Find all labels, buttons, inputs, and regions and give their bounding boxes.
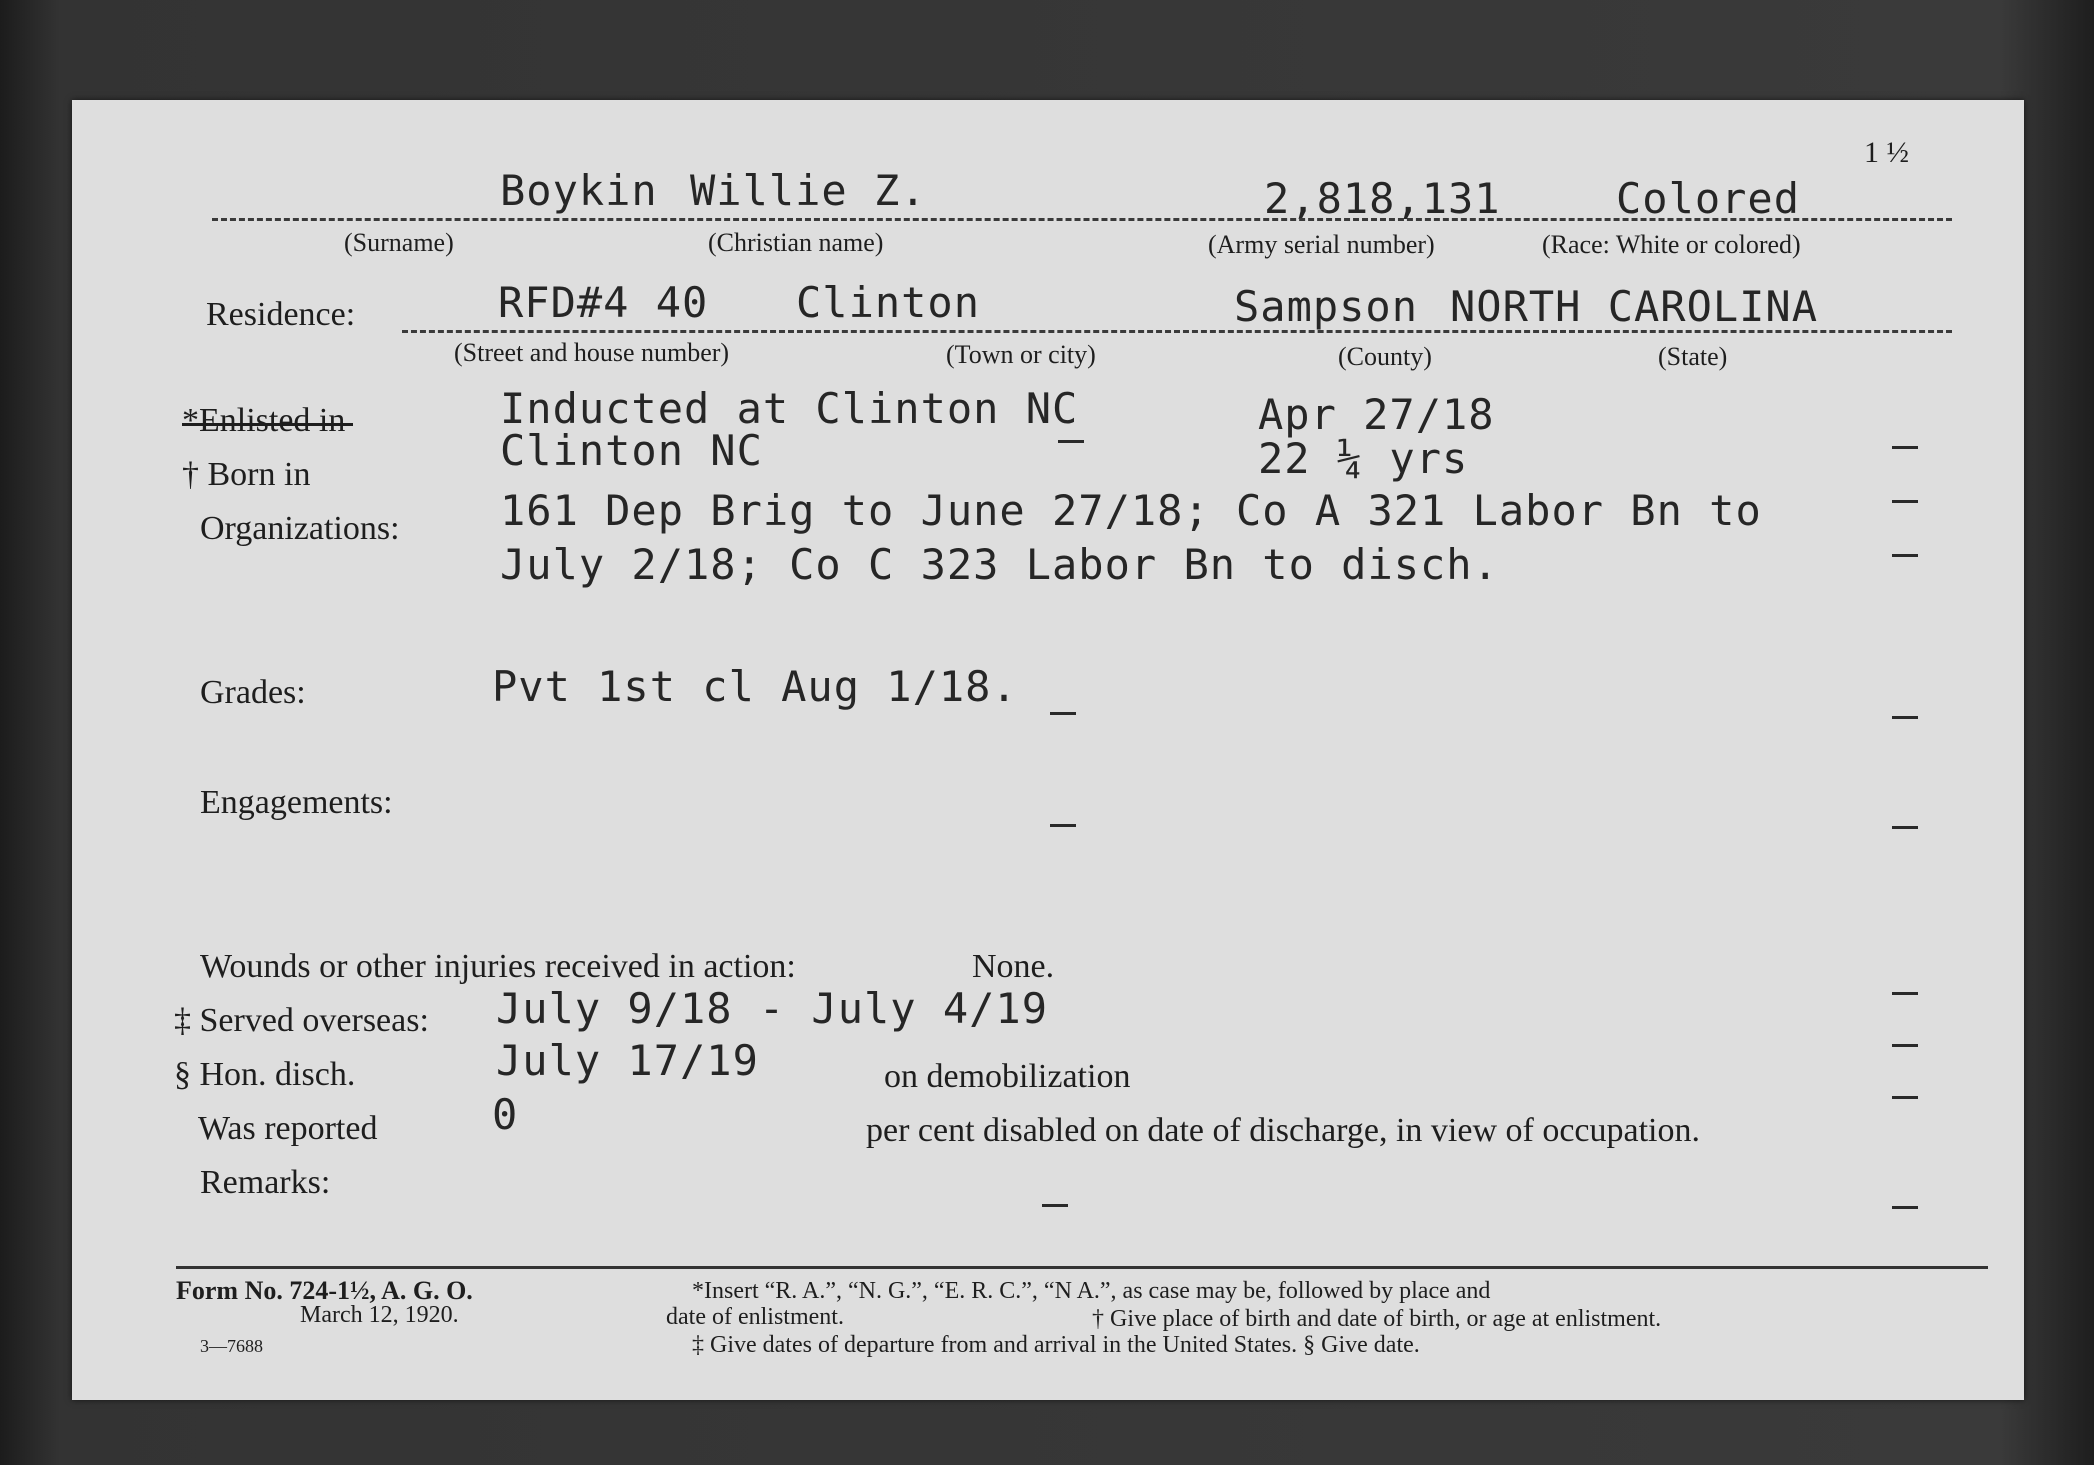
discharge-value: July 17/19 (496, 1036, 759, 1085)
race-value: Colored (1616, 174, 1801, 223)
dash-mark (1892, 716, 1918, 719)
footer-rule (176, 1266, 1988, 1269)
enlisted-label: *Enlisted in (182, 402, 346, 439)
christian-name-caption: (Christian name) (708, 228, 884, 257)
dash-mark (1892, 826, 1918, 829)
discharge-suffix: on demobilization (884, 1058, 1131, 1095)
footnote-insert: *Insert “R. A.”, “N. G.”, “E. R. C.”, “N A.”, as case may be, followed by place and (692, 1278, 1491, 1304)
christian-name-value: Willie Z. (690, 166, 927, 215)
dash-mark (1892, 992, 1918, 995)
print-code: 3—7688 (200, 1336, 263, 1356)
organizations-line-2: July 2/18; Co C 323 Labor Bn to disch. (500, 540, 1499, 589)
street-value: RFD#4 40 (498, 278, 709, 327)
surname-value: Boykin (500, 166, 658, 215)
footnote-enlistment: date of enlistment. (666, 1304, 844, 1330)
reported-value: 0 (492, 1090, 519, 1139)
service-record-card (72, 100, 2024, 1400)
form-date: March 12, 1920. (300, 1302, 459, 1328)
enlisted-date: Apr 27/18 (1258, 390, 1495, 439)
county-caption: (County) (1338, 342, 1432, 371)
engagements-label: Engagements: (200, 784, 393, 821)
dash-mark (1892, 446, 1918, 449)
discharge-label: § Hon. disch. (174, 1056, 356, 1093)
born-label: † Born in (182, 456, 311, 493)
born-value: Clinton NC (500, 426, 763, 475)
form-number: Form No. 724-1½, A. G. O. (176, 1276, 473, 1305)
reported-suffix: per cent disabled on date of discharge, in view of occupation. (866, 1112, 1700, 1149)
overseas-label: ‡ Served overseas: (174, 1002, 429, 1039)
surname-caption: (Surname) (344, 228, 454, 257)
organizations-line-1: 161 Dep Brig to June 27/18; Co A 321 Labor Bn to (500, 486, 1762, 535)
residence-label: Residence: (206, 296, 356, 333)
header-line (212, 218, 1952, 221)
town-value: Clinton (796, 278, 981, 327)
state-value: NORTH CAROLINA (1450, 282, 1819, 331)
county-value: Sampson (1234, 282, 1419, 331)
dash-mark (1892, 554, 1918, 557)
dash-mark (1050, 824, 1076, 827)
town-caption: (Town or city) (946, 340, 1096, 369)
wounds-label: Wounds or other injuries received in action: (200, 948, 796, 985)
race-caption: (Race: White or colored) (1542, 230, 1801, 259)
organizations-label: Organizations: (200, 510, 400, 547)
dash-mark (1892, 500, 1918, 503)
dash-mark (1892, 1206, 1918, 1209)
enlisted-value: Inducted at Clinton NC (500, 384, 1079, 433)
corner-mark: 1 ½ (1864, 136, 1909, 169)
dash-mark (1050, 712, 1076, 715)
dash-mark (1042, 1204, 1068, 1207)
footnote-overseas: ‡ Give dates of departure from and arrival in the United States. § Give date. (692, 1332, 1420, 1358)
dash-mark (1892, 1044, 1918, 1047)
state-caption: (State) (1658, 342, 1728, 371)
grades-label: Grades: (200, 674, 306, 711)
born-age: 22 ¼ yrs (1258, 434, 1469, 483)
footnote-birth: † Give place of birth and date of birth, or age at enlistment. (1092, 1306, 1662, 1332)
remarks-label: Remarks: (200, 1164, 331, 1201)
serial-number-value: 2,818,131 (1264, 174, 1501, 223)
street-caption: (Street and house number) (454, 338, 730, 367)
grades-value: Pvt 1st cl Aug 1/18. (492, 662, 1018, 711)
dash-mark (1058, 440, 1084, 443)
reported-label: Was reported (198, 1110, 378, 1147)
residence-line (402, 330, 1952, 333)
wounds-value: None. (972, 948, 1055, 985)
overseas-value: July 9/18 - July 4/19 (496, 984, 1049, 1033)
serial-number-caption: (Army serial number) (1208, 230, 1435, 259)
dash-mark (1892, 1096, 1918, 1099)
